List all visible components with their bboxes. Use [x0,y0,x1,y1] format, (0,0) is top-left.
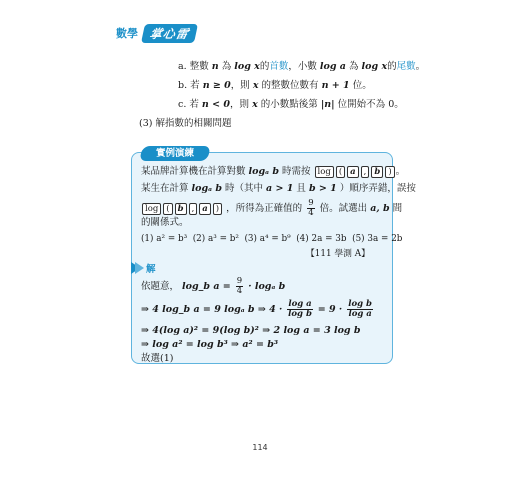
text: ，小數 [288,61,317,72]
solution-step-4: ⇒ log a² = log b³ ⇒ a² = b³ [141,339,279,350]
text: 位。 [352,80,372,91]
math-expr: log x [234,61,260,72]
example-line-4: 的關係式。 [141,217,189,228]
key-var: a [350,167,356,177]
text: 某生在計算 [141,183,189,194]
math-expr: n < 0 [201,99,231,110]
math-expr: ⇒ 4 log_b a = 9 logₐ b ⇒ 4 · [141,304,283,315]
text: 的小數點後第 [260,99,318,110]
text: 倍。試選出 [319,203,368,214]
example-tab-label: 實例演練 [155,148,194,159]
option-4: (4) 2a = 3b [296,234,347,244]
key-a [199,203,211,215]
fraction-denominator: 4 [308,208,314,218]
text: 時需按 [282,166,311,177]
definition-c [178,98,404,112]
solution-step-1 [141,277,285,296]
term-highlight: 尾數 [396,61,416,72]
page-number: 114 [252,443,268,452]
math-expr: · logₐ b [248,281,286,292]
key-var: a [202,204,208,214]
text: 的整數位數有 [261,80,319,91]
text: 。 [415,61,426,72]
key-var: b [374,167,381,177]
key-comma: , [361,166,370,178]
option-3: (3) a⁴ = b⁹ [244,234,291,244]
fraction [287,300,312,319]
fraction-denominator: log b [288,309,312,319]
options-row [141,232,402,246]
text: 的 [387,61,397,72]
term-highlight: 首數 [269,61,289,72]
text: 整數 [189,61,209,72]
key-comma: , [189,203,198,215]
solution-answer: 故選(1) [141,353,174,364]
book-title-badge: 掌心雷 [141,24,198,43]
math-var: x [252,80,259,91]
text: 時（其中 [225,183,264,194]
example-line-2 [141,182,416,196]
key-var: b [177,204,184,214]
fraction-numerator: 9 [236,276,243,286]
option-2: (2) a³ = b² [192,234,239,244]
fraction-numerator: 9 [308,198,314,208]
key-log: log [315,166,334,178]
text: 間 [392,203,403,214]
fraction [307,199,314,218]
page-header [116,22,196,44]
math-expr: a > 1 [266,183,294,194]
subject-label: 數學 [116,27,138,40]
text: 的 [259,61,270,72]
math-expr: = 9 · [317,304,343,315]
fraction-denominator: 4 [236,286,243,296]
solution-step-3: ⇒ 4(log a)² = 9(log b)² ⇒ 2 log a = 3 log b [141,325,361,336]
item-label: b. [178,80,188,91]
option-1: (1) a² = b³ [141,234,188,244]
fraction [236,277,243,296]
item-label: a. [178,61,187,72]
text: 為 [349,61,359,72]
source-citation: 【111 學測 A】 [306,249,370,259]
solution-step-2 [141,300,375,319]
math-expr: a, b [370,203,390,214]
math-expr: log_b a = [182,281,231,292]
fraction-numerator: log a [288,299,312,309]
text: 。 [395,166,406,177]
fraction [347,300,373,319]
text: 位開始不為 0。 [337,99,404,110]
math-expr: b > 1 [308,183,337,194]
example-line-1 [141,165,405,179]
text: 且 [296,183,306,194]
key-b [175,203,187,215]
definition-b [178,79,372,93]
key-b [371,166,383,178]
key-a [347,166,359,178]
text: 若 [190,80,200,91]
key-close-paren: ) [385,166,394,178]
fraction-numerator: log b [348,299,372,309]
math-expr: log a [319,61,346,72]
item-label: c. [178,99,187,110]
text: 依題意， [141,281,180,292]
math-expr: n + 1 [321,80,350,91]
text: 某品牌計算機在計算對數 [141,166,246,177]
definition-a [178,60,425,74]
math-expr: n ≥ 0 [202,80,231,91]
math-var: n [211,61,219,72]
math-expr: logₐ b [191,183,222,194]
text: 若 [189,99,199,110]
text: 為 [221,61,232,72]
option-5: (5) 3a = 2b [352,234,403,244]
key-open-paren: ( [163,203,172,215]
section-heading: (3) 解指數的相關問題 [139,118,232,129]
text: ，則 [230,80,250,91]
key-close-paren: ) [213,203,222,215]
key-open-paren: ( [336,166,345,178]
fraction-denominator: log a [348,309,372,319]
text: ，則 [230,99,250,110]
math-expr: logₐ b [248,166,279,177]
math-expr: log x [361,61,388,72]
solution-label: 解 [146,264,156,275]
math-var: x [252,99,258,110]
text: ）順序弄錯，誤按 [339,183,416,194]
text: ，所得為正確值的 [226,203,303,214]
math-expr: |n| [320,99,335,110]
key-log: log [142,203,161,215]
